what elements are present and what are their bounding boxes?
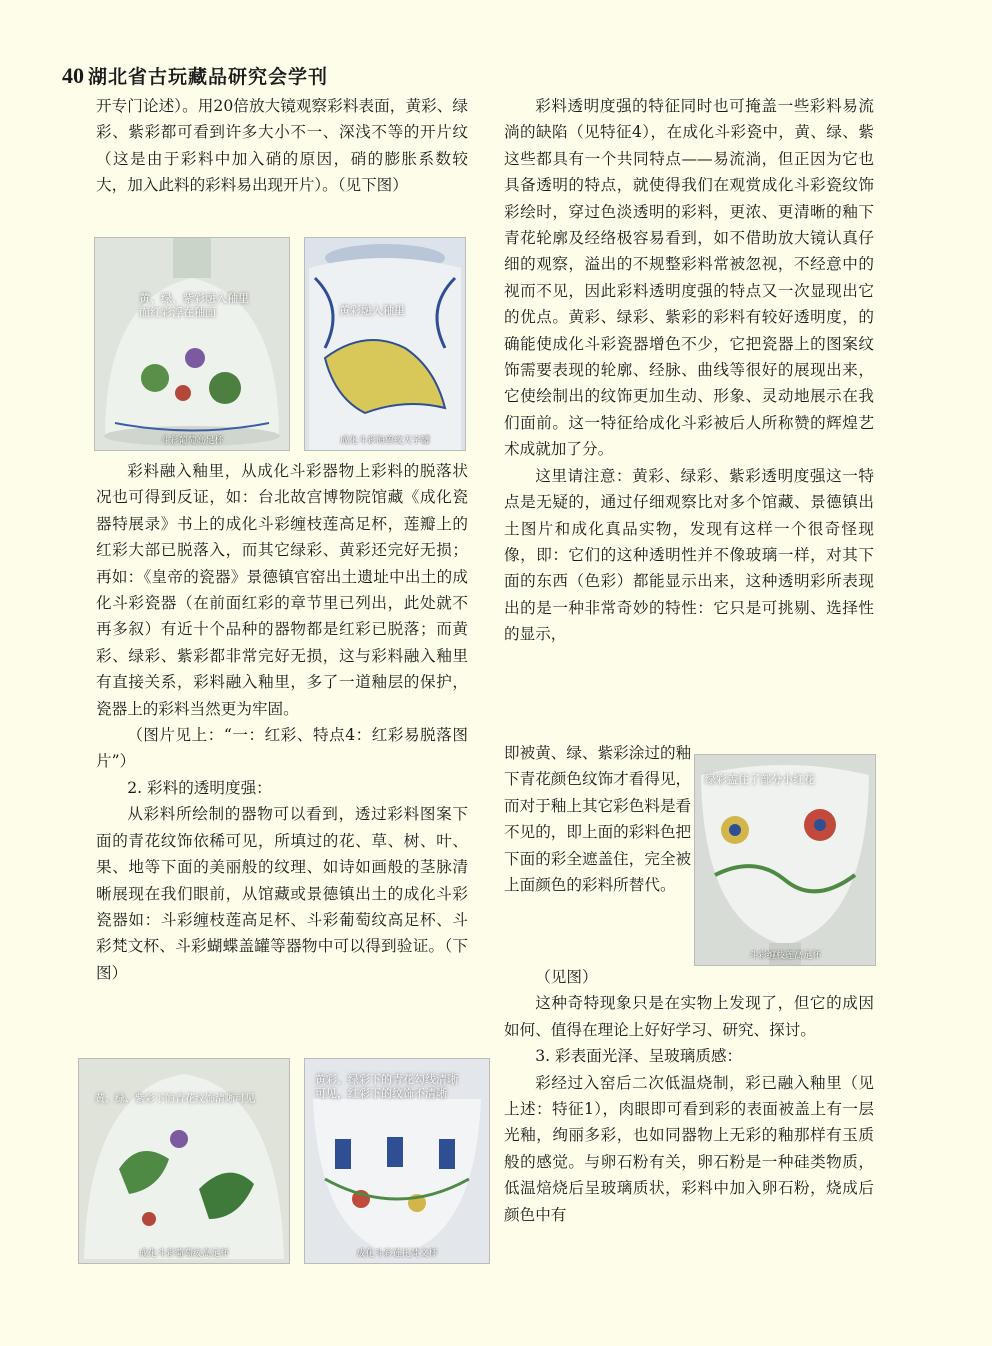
paragraph: 这里请注意：黄彩、绿彩、紫彩透明度强这一特点是无疑的，通过仔细观察比对多个馆藏、景德镇出土图片和成化真品实物，发现有这样一个很奇怪现像，即：它们的这种透明性并不像玻璃一样，对其下面的东西（色彩）都能显示出来，这种透明彩所表现出的是一种非常奇妙的特性：它只是可挑剔、选择性的显示， (504, 466, 874, 644)
paragraph: 这种奇特现象只是在实物上发现了，但它的成因如何、值得在理论上好好学习、研究、探讨。 (504, 994, 874, 1039)
photo-lotus-stemcup (694, 754, 876, 966)
right-column (504, 93, 874, 648)
page-number: 40 (62, 63, 84, 88)
photo-annotation: 黄彩融入釉里 (339, 304, 405, 317)
section-heading: 3. 彩表面光泽、呈玻璃质感： (535, 1047, 743, 1066)
photo-annotation: 黄、绿、紫彩下的青花纹饰清晰可见 (95, 1094, 255, 1105)
right-column-continued (504, 964, 874, 1228)
paragraph: 从彩料所绘制的器物可以看到，透过彩料图案下面的青花纹饰依稀可见，所填过的花、草、树、叶、果、地等下面的美丽般的纹理、如诗如画般的茎脉清晰展现在我们眼前，从馆藏或景德镇出土的成化斗彩瓷器如：斗彩缠枝莲高足杯、斗彩葡萄纹高足杯、斗彩梵文杯、斗彩蝴蝶盖罐等器物中可以得到验证。（下图） (96, 805, 468, 982)
journal-title: 湖北省古玩藏品研究会学刊 (88, 66, 329, 88)
photo-caption: 成化斗彩葡萄纹高足杯 (138, 1249, 229, 1259)
photo-caption: 成化斗彩海兽纹天字罐 (339, 436, 430, 446)
paragraph: 开专门论述）。用20倍放大镜观察彩料表面，黄彩、绿彩、紫彩都可看到许多大小不一、深浅不等的开片纹（这是由于彩料中加入硝的原因，硝的膨胀系数较大，加入此料的彩料易出现开片）。（见下图） (96, 97, 468, 195)
left-column (96, 93, 468, 199)
photo-caption: 斗彩缠枝莲高足杯 (748, 951, 821, 961)
section-heading: 2. 彩料的透明度强： (127, 778, 272, 797)
photo-annotation: 绿彩盖住了部分小红花 (705, 773, 815, 786)
left-column-continued (96, 458, 468, 986)
photo-tianzi-jar (304, 237, 466, 451)
photo-annotation: 黄、绿、紫彩融入釉里 而红彩浮在釉面 (139, 292, 249, 319)
paragraph: 彩经过入窑后二次低温烧制，彩已融入釉里（见上述：特征1），肉眼即可看到彩的表面被盖上有一层光釉，绚丽多彩，也如同器物上无彩的釉那样有玉质般的感觉。与卵石粉有关，卵石粉是一种硅类物质，低温焙烧后呈玻璃质状，彩料中加入卵石粉，烧成后颜色中有 (504, 1073, 874, 1224)
wrapped-text (504, 740, 694, 898)
stemcup-illustration (79, 1059, 289, 1263)
page-header (62, 62, 328, 90)
photo-grape-stemcup (94, 237, 290, 451)
paragraph: （图片见上：“一：红彩、特点4：红彩易脱落图片”） (96, 726, 468, 771)
photo-sanskrit-cup (304, 1058, 490, 1264)
paragraph: 彩料透明度强的特征同时也可掩盖一些彩料易流淌的缺陷（见特征4），在成化斗彩瓷中，黄、绿、紫这些都具有一个共同特点——易流淌，但正因为它也具备透明的特点，就使得我们在观赏成化斗彩瓷纹饰彩绘时，穿过色淡透明的彩料，更浓、更清晰的釉下青花轮廓及经络极容易看到，如不借助放大镜认真仔细的观察，溢出的不规整彩料常被忽视，不经意中的视而不见，因此彩料透明度强的特点又一次显现出它的优点。黄彩、绿彩、紫彩的彩料有较好透明度，的确能使成化斗彩瓷器增色不少，它把瓷器上的图案纹饰需要表现的轮廓、经脉、曲线等很好的展现出来，它使绘制出的纹饰更加生动、形象、灵动地展示在我们面前。这一特征给成化斗彩被后人所称赞的辉煌艺术成就加了分。 (504, 97, 874, 459)
photo-caption: 成化斗彩莲托梵文杯 (356, 1249, 438, 1259)
stemcup-illustration (95, 238, 289, 450)
figure-reference: （见图） (535, 968, 598, 986)
paragraph: 彩料融入釉里，从成化斗彩器物上彩料的脱落状况也可得到反证，如：台北故宫博物院馆藏《成化瓷器特展录》书上的成化斗彩缠枝莲高足杯，莲瓣上的红彩大部已脱落入，而其它绿彩、黄彩还完好无损；再如：《皇帝的瓷器》景德镇官窑出土遗址中出土的成化斗彩瓷器（在前面红彩的章节里已列出，此处就不再多叙）有近十个品种的器物都是红彩已脱落；而黄彩、绿彩、紫彩都非常完好无损，这与彩料融入釉里有直接关系，彩料融入釉里，多了一道釉层的保护，瓷器上的彩料当然更为牢固。 (96, 462, 468, 718)
paragraph: 即被黄、绿、紫彩涂过的釉下青花颜色纹饰才看得见，而对于釉上其它彩色料是看不见的，即上面的彩料色把下面的彩全遮盖住，完全被上面颜色的彩料所替代。 (504, 744, 692, 895)
jar-illustration (305, 238, 465, 450)
photo-caption: 斗彩葡萄高足杯 (160, 436, 224, 446)
photo-grape-stemcup-2 (78, 1058, 290, 1264)
photo-annotation: 黄彩、绿彩下的青花勾线清晰 可见，红彩下的纹饰不清晰 (315, 1073, 458, 1100)
